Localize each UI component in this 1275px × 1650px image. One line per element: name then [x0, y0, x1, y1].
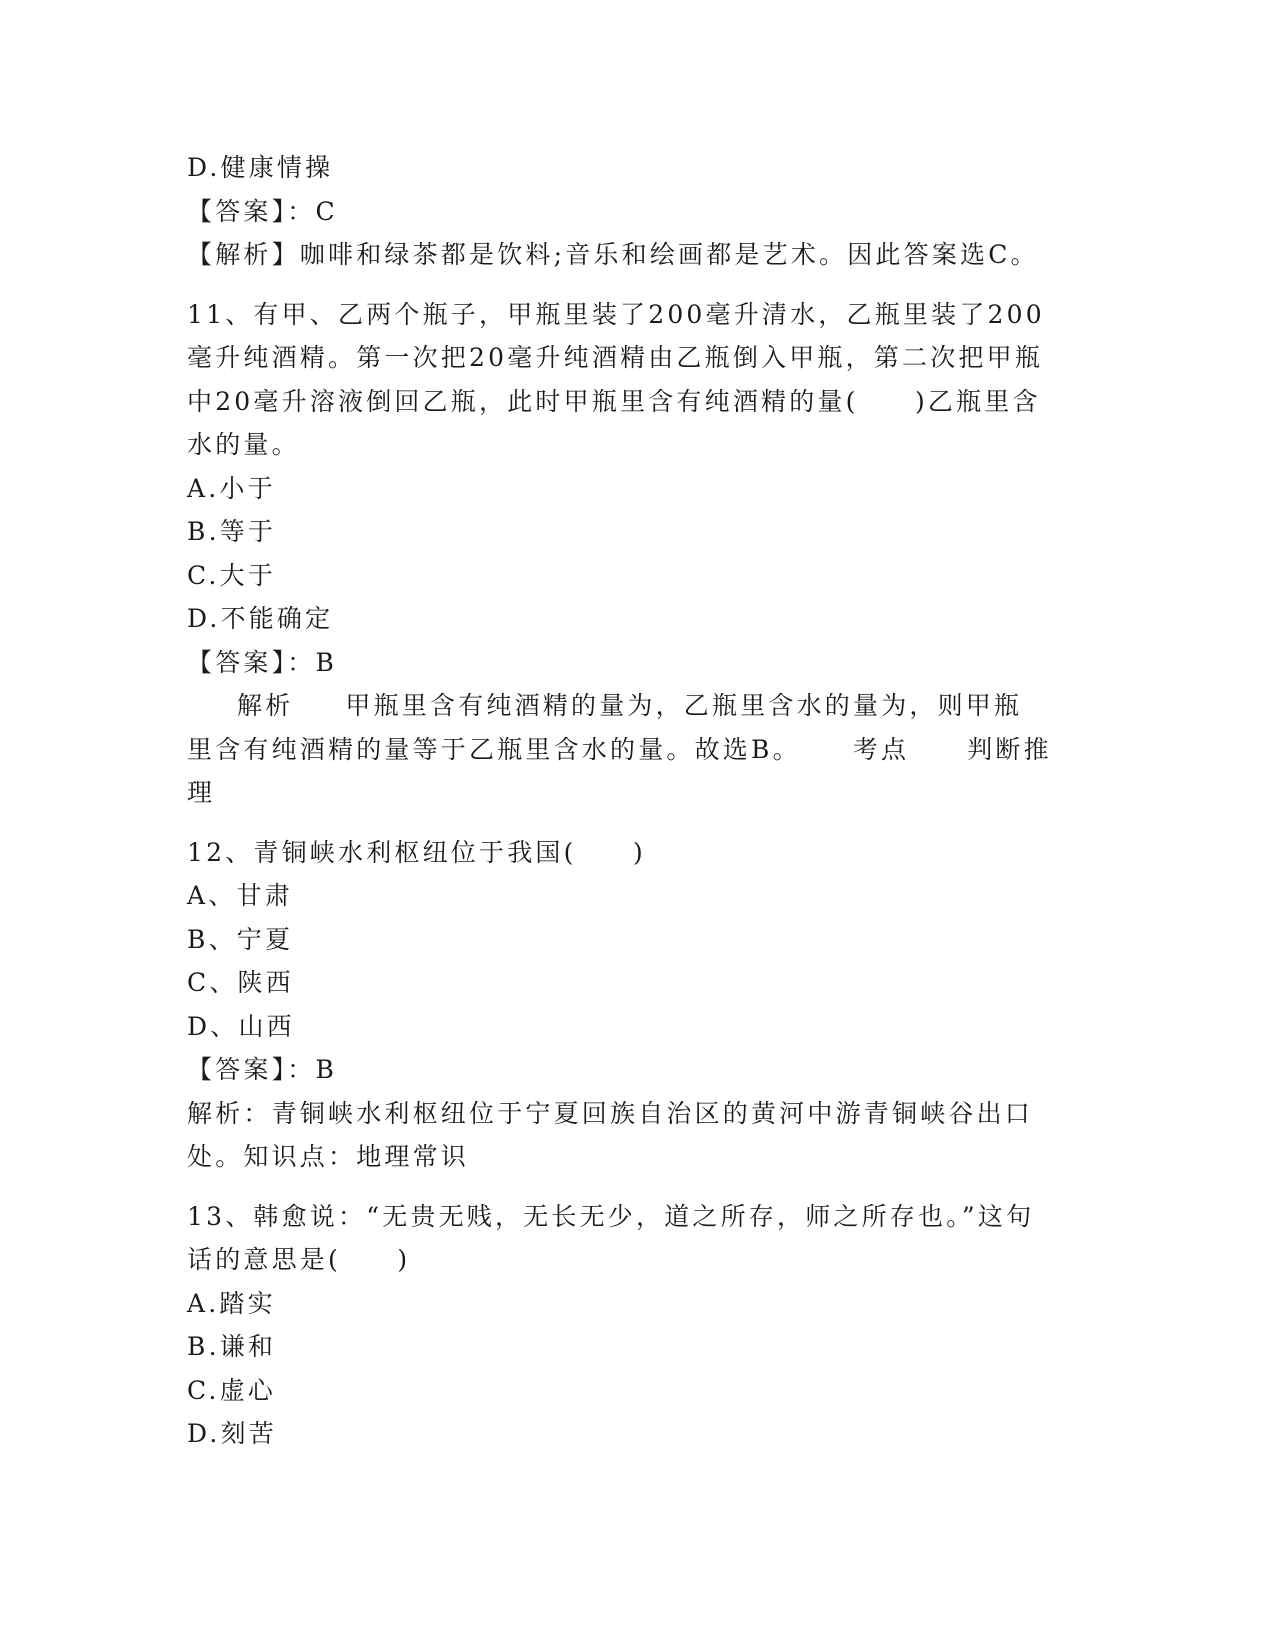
q11-stem-line-1: 11、有甲、乙两个瓶子，甲瓶里装了200毫升清水，乙瓶里装了200: [187, 299, 1045, 329]
q12-stem: 12、青铜峡水利枢纽位于我国( ): [187, 837, 646, 867]
prev-analysis: 【解析】咖啡和绿茶都是饮料;音乐和绘画都是艺术。因此答案选C。: [187, 240, 1039, 269]
q11-option-a: A.小于: [187, 473, 276, 503]
q11-analysis-label: 解析: [237, 691, 294, 720]
q11-analysis-text-2: 里含有纯酒精的量等于乙瓶里含水的量。故选B。: [187, 734, 801, 764]
question-12: [187, 831, 1082, 1179]
prev-answer: 【答案】：C: [187, 196, 338, 226]
q12-option-b: B、宁夏: [187, 924, 294, 954]
q11-kaodian-label: 考点: [852, 734, 910, 764]
q13-stem-line-2: 话的意思是( ): [187, 1245, 411, 1274]
q12-option-c: C、陕西: [187, 968, 294, 997]
q11-analysis-line-1: [187, 684, 1082, 728]
q11-stem-line-2: 毫升纯酒精。第一次把20毫升纯酒精由乙瓶倒入甲瓶，第二次把甲瓶: [187, 343, 1044, 372]
q11-answer: 【答案】：B: [187, 647, 338, 677]
q13-option-c: C.虚心: [187, 1375, 276, 1405]
q13-option-d: D.刻苦: [187, 1419, 277, 1448]
question-13: [187, 1195, 1082, 1456]
document-body: [187, 146, 1082, 1456]
q11-option-d: D.不能确定: [187, 604, 334, 633]
q11-analysis-line-2: [187, 728, 1082, 772]
q12-analysis-line-1: 解析：青铜峡水利枢纽位于宁夏回族自治区的黄河中游青铜峡谷出口: [187, 1098, 1034, 1128]
q11-analysis-text-1: 甲瓶里含有纯酒精的量为，乙瓶里含水的量为，则甲瓶: [345, 691, 1023, 720]
q11-option-b: B.等于: [187, 517, 277, 546]
q13-stem-line-1: 13、韩愈说：“无贵无贱，无长无少，道之所存，师之所存也。”这句: [187, 1201, 1035, 1231]
q12-option-a: A、甘肃: [187, 881, 293, 910]
q13-option-b: B.谦和: [187, 1332, 277, 1361]
q12-answer: 【答案】：B: [187, 1055, 338, 1084]
q11-stem-line-4: 水的量。: [187, 430, 300, 459]
q13-option-a: A.踏实: [187, 1288, 276, 1318]
question-11: [187, 293, 1082, 815]
q11-option-c: C.大于: [187, 560, 276, 590]
q11-stem-line-3: 中20毫升溶液倒回乙瓶，此时甲瓶里含有纯酒精的量( )乙瓶里含: [187, 386, 1041, 416]
q11-analysis-line-3: 理: [187, 778, 216, 807]
q11-kaodian-value: 判断推: [967, 734, 1052, 764]
q12-option-d: D、山西: [187, 1011, 295, 1041]
q12-analysis-line-2: 处。知识点：地理常识: [187, 1142, 470, 1171]
prev-option-d: D.健康情操: [187, 153, 334, 182]
